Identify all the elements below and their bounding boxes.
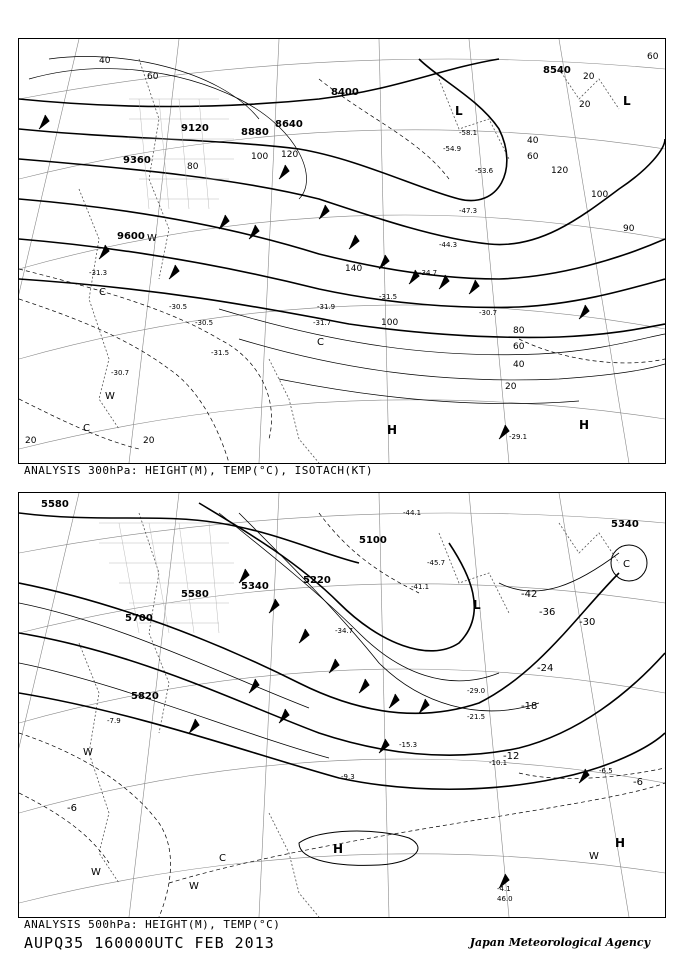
- warm-center: W: [189, 881, 199, 892]
- high-pressure-center: H: [387, 423, 398, 437]
- cold-center: C: [219, 853, 226, 864]
- station-label: -29.0: [467, 687, 486, 695]
- height-label: 5220: [303, 575, 331, 586]
- station-label: -15.3: [399, 741, 418, 749]
- temp-label: -31.9: [317, 303, 336, 311]
- isotach-label: 100: [591, 190, 609, 200]
- hatched-area: [129, 99, 234, 209]
- isotach-label: 60: [647, 52, 659, 62]
- map-300hpa-canvas: [19, 39, 665, 463]
- temp-label: -47.3: [459, 207, 478, 215]
- isotach-label: 40: [99, 56, 111, 66]
- station-label: -45.7: [427, 559, 446, 567]
- temp-label: -31.7: [313, 319, 332, 327]
- isotach-label: 80: [513, 326, 525, 336]
- height-label: 9600: [117, 231, 145, 242]
- temp-label: -54.9: [443, 145, 462, 153]
- temp-label: -31.3: [89, 269, 108, 277]
- temp-label: -44.3: [439, 241, 458, 249]
- isotach-label: 40: [513, 360, 525, 370]
- height-labels: [117, 65, 571, 242]
- map-500hpa: [18, 492, 666, 918]
- caption-300hpa: ANALYSIS 300hPa: HEIGHT(M), TEMP(°C), ISOTACH(KT): [24, 464, 374, 477]
- bulletin-code: AUPQ35 160000UTC FEB 2013: [24, 934, 275, 952]
- isotach-label: 140: [345, 264, 363, 274]
- height-label: 5700: [125, 613, 153, 624]
- graticule: [19, 39, 665, 463]
- hatched-area: [99, 523, 234, 633]
- isotach-label: 60: [513, 342, 525, 352]
- isotach-label: 20: [505, 382, 517, 392]
- high-pressure-center: H: [579, 418, 590, 432]
- isotach-label: 40: [527, 136, 539, 146]
- warm-center: W: [91, 867, 101, 878]
- temp-label: -58.1: [459, 129, 478, 137]
- pressure-centers: [333, 598, 625, 856]
- high-contour: [299, 831, 418, 865]
- height-label: 9360: [123, 155, 151, 166]
- cold-center: C: [623, 559, 630, 570]
- isotherm-label: -42: [521, 589, 538, 600]
- height-contours: [19, 503, 665, 789]
- station-label: -10.1: [489, 759, 508, 767]
- station-label: -7.9: [107, 717, 121, 725]
- isotach-labels: [25, 52, 659, 446]
- isotherm-label: -24: [537, 663, 554, 674]
- height-label: 5340: [241, 581, 269, 592]
- temp-label: -53.6: [475, 167, 494, 175]
- isotach-label: 20: [25, 436, 37, 446]
- warm-center: W: [147, 233, 157, 244]
- cold-center: C: [317, 337, 324, 348]
- station-label: 46.0: [497, 895, 513, 903]
- height-label: 8400: [331, 87, 359, 98]
- height-label: 5580: [181, 589, 209, 600]
- height-label: 8540: [543, 65, 571, 76]
- temp-label: -31.5: [379, 293, 398, 301]
- isotach-label: 100: [381, 318, 399, 328]
- station-label: -41.1: [411, 583, 430, 591]
- station-label: -44.1: [403, 509, 422, 517]
- isotherm-label: -6: [633, 777, 643, 788]
- isotherm-label: -30: [579, 617, 596, 628]
- isotherm-label: -18: [521, 701, 538, 712]
- height-label: 5340: [611, 519, 639, 530]
- isotherm-label: -6: [67, 803, 77, 814]
- coastline: [79, 513, 619, 917]
- isotach-label: 80: [187, 162, 199, 172]
- low-pressure-center: L: [473, 598, 481, 612]
- low-pressure-center: L: [455, 104, 463, 118]
- temp-label: -30.7: [111, 369, 130, 377]
- height-label: 8880: [241, 127, 269, 138]
- isotherm-label: -36: [539, 607, 556, 618]
- agency-name: Japan Meteorological Agency: [469, 936, 650, 949]
- cold-center: C: [83, 423, 90, 434]
- high-pressure-center: H: [615, 836, 626, 850]
- isotach-label: 120: [281, 150, 299, 160]
- low-pressure-center: L: [623, 94, 631, 108]
- map-500hpa-canvas: [19, 493, 665, 917]
- isotherms: [19, 513, 665, 917]
- temp-label: -30.5: [195, 319, 214, 327]
- height-label: 8640: [275, 119, 303, 130]
- temp-label: -31.5: [211, 349, 230, 357]
- height-label: 5100: [359, 535, 387, 546]
- warm-center: W: [105, 391, 115, 402]
- isotach-label: 60: [147, 72, 159, 82]
- isotherm-label: -12: [503, 751, 520, 762]
- station-label: -6.5: [599, 767, 613, 775]
- isotach-label: 90: [623, 224, 635, 234]
- cold-center: C: [99, 287, 106, 298]
- isotach-label: 60: [527, 152, 539, 162]
- warm-center: W: [83, 747, 93, 758]
- height-label: 9120: [181, 123, 209, 134]
- temp-label: -29.1: [509, 433, 528, 441]
- wind-barbs: [189, 569, 589, 888]
- temp-label: -30.7: [479, 309, 498, 317]
- station-label: -9.3: [341, 773, 355, 781]
- station-label: -34.7: [335, 627, 354, 635]
- isotach-label: 120: [551, 166, 569, 176]
- caption-500hpa: ANALYSIS 500hPa: HEIGHT(M), TEMP(°C): [24, 918, 281, 931]
- station-label: -21.5: [467, 713, 486, 721]
- high-pressure-center: H: [333, 842, 344, 856]
- isotach-label: 100: [251, 152, 269, 162]
- temp-label: -34.7: [419, 269, 438, 277]
- height-label: 5820: [131, 691, 159, 702]
- isotach-label: 20: [579, 100, 591, 110]
- temp-label: -30.5: [169, 303, 188, 311]
- map-300hpa: [18, 38, 666, 464]
- temperature-labels: [89, 129, 527, 441]
- station-label: -4.1: [497, 885, 511, 893]
- isotach-label: 20: [583, 72, 595, 82]
- height-label: 5580: [41, 499, 69, 510]
- isotach-label: 20: [143, 436, 155, 446]
- warm-center: W: [589, 851, 599, 862]
